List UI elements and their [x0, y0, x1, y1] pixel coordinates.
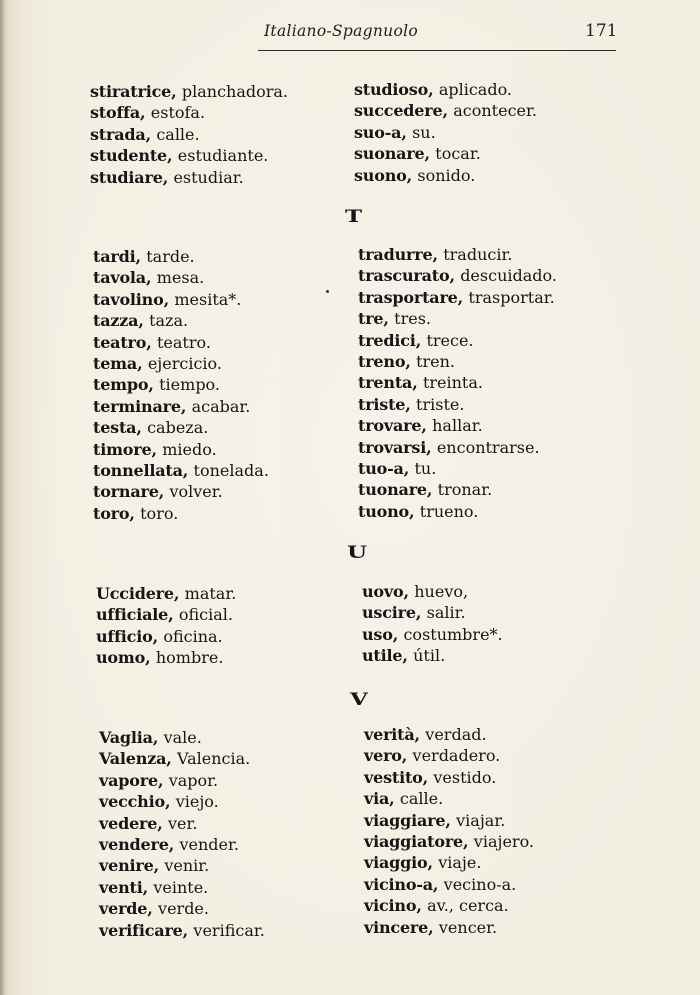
- entry-translation: Valencia.: [177, 749, 251, 769]
- dictionary-entry: [364, 724, 534, 745]
- dictionary-entry: [364, 917, 534, 938]
- entry-translation: trece.: [426, 330, 474, 350]
- entry-separator: ,: [167, 146, 178, 166]
- entry-headword: vendere: [99, 835, 169, 855]
- entry-headword: suono: [354, 165, 407, 185]
- entry-headword: toro: [93, 503, 130, 523]
- entry-translation: traducir.: [443, 245, 513, 264]
- entry-separator: ,: [428, 917, 439, 937]
- dictionary-entry: [358, 372, 557, 393]
- entry-separator: ,: [392, 624, 404, 644]
- dictionary-entry: [90, 124, 288, 145]
- entry-separator: ,: [152, 626, 164, 646]
- entry-separator: ,: [164, 792, 176, 812]
- entry-translation: oficina.: [163, 626, 223, 646]
- entry-translation: acontecer.: [453, 101, 537, 121]
- entry-separator: ,: [182, 461, 194, 481]
- entry-translation: sonido.: [417, 165, 476, 185]
- entry-headword: venti: [99, 877, 143, 897]
- entry-headword: tuonare: [358, 480, 427, 500]
- entry-separator: ,: [426, 480, 438, 500]
- entry-separator: ,: [140, 103, 151, 123]
- t-section-right-column: [358, 244, 557, 522]
- entry-separator: ,: [145, 124, 157, 144]
- entry-headword: studiare: [90, 167, 163, 187]
- entry-headword: suonare: [354, 144, 425, 164]
- section-letter-u: U: [347, 543, 368, 563]
- entry-translation: tren.: [416, 352, 455, 372]
- u-section-right-column: [362, 581, 503, 667]
- entry-separator: ,: [142, 877, 154, 897]
- entry-headword: viaggiare: [364, 810, 446, 830]
- entry-headword: vestito: [364, 767, 423, 787]
- dictionary-entry: [362, 645, 503, 666]
- dictionary-entry: [358, 308, 557, 329]
- entry-headword: testa: [93, 418, 137, 438]
- entry-headword: tema: [93, 354, 138, 374]
- entry-separator: ,: [416, 896, 428, 916]
- entry-translation: vencer.: [438, 917, 498, 937]
- entry-headword: Vaglia: [99, 728, 153, 747]
- entry-separator: ,: [409, 501, 420, 521]
- entry-separator: ,: [445, 810, 457, 830]
- entry-translation: huevo,: [414, 582, 469, 601]
- entry-translation: oficial.: [178, 605, 233, 625]
- entry-headword: tredici: [358, 330, 416, 350]
- entry-separator: ,: [148, 375, 160, 395]
- dictionary-entry: [354, 100, 537, 121]
- entry-headword: ufficiale: [96, 605, 169, 625]
- dictionary-entry: [93, 439, 269, 460]
- entry-translation: tres.: [394, 309, 431, 329]
- dictionary-entry: [99, 898, 265, 919]
- entry-translation: toro.: [140, 503, 179, 523]
- entry-translation: verdadero.: [412, 746, 501, 766]
- dictionary-entry: [93, 417, 269, 438]
- entry-separator: ,: [415, 330, 427, 350]
- entry-translation: mesa.: [156, 268, 205, 288]
- section-letter-t: T: [345, 207, 363, 227]
- entry-translation: acabar.: [191, 396, 251, 416]
- entry-separator: ,: [136, 418, 148, 438]
- entry-translation: aplicado.: [438, 80, 513, 99]
- entry-translation: treinta.: [422, 373, 483, 393]
- entry-separator: ,: [171, 82, 182, 101]
- entry-headword: uscire: [362, 603, 416, 623]
- entry-translation: costumbre*.: [403, 624, 503, 644]
- entry-separator: ,: [406, 165, 418, 185]
- dictionary-entry: [358, 351, 557, 372]
- entry-headword: stoffa: [90, 103, 141, 123]
- print-speck: [326, 290, 329, 293]
- entry-headword: tazza: [93, 311, 139, 331]
- entry-translation: estudiante.: [177, 146, 269, 166]
- entry-headword: studioso: [354, 80, 429, 99]
- entry-headword: treno: [358, 352, 406, 372]
- entry-headword: strada: [90, 124, 146, 144]
- entry-translation: tocar.: [435, 144, 481, 164]
- dictionary-entry: [93, 503, 269, 524]
- entry-headword: vecchio: [99, 792, 165, 812]
- dictionary-entry: [93, 289, 269, 310]
- dictionary-entry: [93, 374, 269, 395]
- dictionary-entry: [354, 79, 537, 100]
- entry-headword: vicino: [364, 896, 417, 916]
- entry-headword: vincere: [364, 917, 429, 937]
- entry-headword: uso: [362, 624, 393, 644]
- entry-separator: ,: [135, 247, 147, 266]
- dictionary-entry: [358, 244, 557, 265]
- entry-separator: ,: [432, 245, 444, 264]
- entry-headword: Valenza: [99, 749, 167, 769]
- dictionary-entry: [362, 624, 503, 645]
- entry-headword: Uccidere: [96, 584, 174, 603]
- entry-headword: tre: [358, 309, 384, 329]
- entry-headword: triste: [358, 394, 406, 414]
- entry-translation: av., cerca.: [427, 896, 509, 916]
- entry-headword: tempo: [93, 375, 149, 395]
- u-section-left-column: [96, 583, 236, 669]
- entry-headword: via: [364, 789, 390, 809]
- dictionary-entry: [93, 460, 269, 481]
- dictionary-entry: [93, 246, 269, 267]
- entry-translation: encontrarse.: [436, 437, 540, 457]
- entry-headword: trascurato: [358, 266, 450, 286]
- dictionary-entry: [93, 353, 269, 374]
- entry-translation: tiempo.: [159, 375, 220, 395]
- dictionary-entry: [354, 143, 537, 164]
- entry-translation: miedo.: [162, 439, 217, 459]
- entry-separator: ,: [402, 646, 414, 666]
- entry-separator: ,: [145, 268, 157, 288]
- dictionary-entry: [364, 788, 534, 809]
- entry-translation: venir.: [164, 856, 210, 876]
- entry-translation: viajar.: [456, 810, 506, 830]
- s-section-right-column: [354, 79, 537, 186]
- entry-headword: timore: [93, 439, 152, 459]
- entry-translation: trasportar.: [468, 287, 555, 307]
- entry-translation: verde.: [158, 899, 209, 919]
- entry-separator: ,: [415, 603, 427, 623]
- dictionary-entry: [358, 415, 557, 436]
- dictionary-entry: [364, 874, 534, 895]
- entry-translation: mesita*.: [174, 289, 242, 309]
- entry-separator: ,: [152, 728, 164, 747]
- entry-headword: vero: [364, 746, 402, 766]
- dictionary-entry: [99, 770, 265, 791]
- entry-headword: studente: [90, 146, 168, 166]
- entry-headword: tuono: [358, 501, 410, 521]
- entry-separator: ,: [129, 503, 141, 523]
- dictionary-entry: [96, 626, 236, 647]
- dictionary-entry: [358, 479, 557, 500]
- entry-headword: tornare: [93, 482, 159, 502]
- entry-separator: ,: [168, 835, 180, 855]
- entry-translation: calle.: [399, 789, 444, 809]
- entry-translation: matar.: [184, 584, 237, 603]
- dictionary-entry: [99, 855, 265, 876]
- entry-headword: vicino-a: [364, 874, 433, 894]
- entry-separator: ,: [138, 311, 150, 331]
- entry-separator: ,: [421, 416, 433, 436]
- entry-headword: uomo: [96, 648, 146, 668]
- dictionary-entry: [90, 102, 288, 123]
- entry-translation: vestido.: [433, 767, 497, 787]
- entry-headword: verità: [364, 725, 415, 744]
- entry-headword: viaggiatore: [364, 832, 464, 852]
- dictionary-entry: [364, 895, 534, 916]
- entry-separator: ,: [166, 749, 178, 769]
- entry-headword: teatro: [93, 332, 147, 352]
- running-title: Italiano-Spagnuolo: [264, 22, 418, 40]
- entry-translation: verdad.: [425, 725, 487, 744]
- entry-translation: tu.: [414, 459, 437, 479]
- entry-separator: ,: [401, 746, 413, 766]
- entry-headword: verde: [99, 899, 148, 919]
- entry-separator: ,: [157, 813, 169, 833]
- dictionary-entry: [96, 647, 236, 668]
- entry-headword: ufficio: [96, 626, 153, 646]
- entry-headword: uovo: [362, 582, 404, 601]
- dictionary-entry: [358, 330, 557, 351]
- entry-separator: ,: [405, 352, 417, 372]
- entry-translation: calle.: [156, 124, 200, 144]
- entry-headword: terminare: [93, 396, 181, 416]
- entry-translation: teatro.: [156, 332, 211, 352]
- entry-separator: ,: [383, 309, 395, 329]
- entry-separator: ,: [442, 101, 454, 121]
- dictionary-entry: [358, 437, 557, 458]
- section-letter-v: V: [350, 690, 368, 710]
- dictionary-entry: [93, 310, 269, 331]
- page-number: 171: [585, 21, 618, 41]
- entry-translation: su.: [412, 122, 436, 142]
- v-section-right-column: [364, 724, 534, 938]
- entry-separator: ,: [146, 332, 157, 352]
- entry-separator: ,: [180, 396, 192, 416]
- entry-separator: ,: [449, 266, 461, 286]
- entry-translation: ver.: [168, 813, 198, 833]
- dictionary-entry: [364, 745, 534, 766]
- dictionary-entry: [93, 332, 269, 353]
- dictionary-entry: [99, 920, 265, 941]
- entry-separator: ,: [403, 459, 415, 479]
- entry-translation: estudiar.: [173, 167, 244, 187]
- entry-separator: ,: [173, 584, 185, 603]
- entry-separator: ,: [424, 144, 436, 164]
- dictionary-entry: [90, 81, 288, 102]
- entry-separator: ,: [158, 482, 170, 502]
- dictionary-entry: [96, 583, 236, 604]
- entry-headword: vedere: [99, 813, 158, 833]
- entry-headword: tuo-a: [358, 459, 404, 479]
- dictionary-entry: [93, 267, 269, 288]
- entry-separator: ,: [153, 856, 165, 876]
- entry-translation: tronar.: [437, 480, 493, 500]
- entry-separator: ,: [457, 287, 469, 307]
- entry-headword: tavola: [93, 268, 146, 288]
- entry-translation: tonelada.: [193, 461, 269, 481]
- entry-translation: volver.: [169, 482, 223, 502]
- entry-translation: vecino-a.: [443, 874, 517, 894]
- entry-separator: ,: [157, 770, 169, 790]
- entry-translation: útil.: [413, 646, 446, 666]
- dictionary-entry: [93, 396, 269, 417]
- entry-separator: ,: [151, 439, 163, 459]
- entry-separator: ,: [403, 582, 415, 601]
- entry-separator: ,: [414, 725, 426, 744]
- dictionary-entry: [93, 481, 269, 502]
- entry-translation: trueno.: [419, 501, 479, 521]
- entry-separator: ,: [422, 767, 434, 787]
- entry-translation: vale.: [163, 728, 202, 747]
- dictionary-entry: [364, 831, 534, 852]
- entry-translation: triste.: [416, 394, 465, 414]
- dictionary-entry: [362, 602, 503, 623]
- entry-separator: ,: [389, 789, 400, 809]
- entry-translation: descuidado.: [460, 266, 557, 286]
- entry-separator: ,: [182, 920, 194, 940]
- entry-translation: viaje.: [438, 853, 482, 873]
- entry-headword: tardi: [93, 247, 136, 266]
- entry-translation: salir.: [426, 603, 466, 623]
- entry-translation: viajero.: [473, 832, 535, 852]
- entry-translation: cabeza.: [147, 418, 209, 438]
- entry-translation: ejercicio.: [147, 354, 222, 374]
- dictionary-entry: [99, 813, 265, 834]
- entry-translation: veinte.: [153, 877, 209, 897]
- entry-separator: ,: [401, 122, 413, 142]
- entry-translation: verificar.: [193, 920, 265, 940]
- dictionary-entry: [99, 834, 265, 855]
- entry-headword: tavolino: [93, 289, 164, 309]
- dictionary-entry: [358, 265, 557, 286]
- v-section-left-column: [99, 727, 265, 941]
- entry-translation: vapor.: [168, 770, 219, 790]
- entry-separator: ,: [137, 354, 148, 374]
- entry-headword: verificare: [99, 920, 183, 940]
- entry-headword: vapore: [99, 770, 158, 790]
- entry-translation: tarde.: [146, 247, 195, 266]
- entry-headword: suo-a: [354, 122, 402, 142]
- entry-separator: ,: [162, 167, 174, 187]
- s-section-left-column: [90, 81, 288, 188]
- dictionary-entry: [99, 748, 265, 769]
- entry-translation: hallar.: [432, 416, 483, 436]
- entry-headword: viaggio: [364, 853, 428, 873]
- dictionary-entry: [358, 458, 557, 479]
- dictionary-entry: [90, 167, 288, 188]
- entry-headword: trasportare: [358, 287, 458, 307]
- dictionary-entry: [358, 501, 557, 522]
- dictionary-entry: [90, 145, 288, 166]
- entry-separator: ,: [428, 80, 439, 99]
- entry-headword: tradurre: [358, 245, 433, 264]
- entry-translation: estofa.: [150, 103, 206, 123]
- entry-headword: trovare: [358, 416, 422, 436]
- dictionary-entry: [99, 791, 265, 812]
- entry-translation: planchadora.: [181, 82, 289, 101]
- entry-separator: ,: [412, 373, 423, 393]
- entry-headword: venire: [99, 856, 154, 876]
- dictionary-entry: [354, 122, 537, 143]
- entry-headword: stiratrice: [90, 82, 172, 101]
- dictionary-entry: [358, 287, 557, 308]
- header-rule: [258, 50, 616, 51]
- entry-separator: ,: [405, 394, 417, 414]
- dictionary-entry: [362, 581, 503, 602]
- entry-separator: ,: [432, 874, 444, 894]
- entry-separator: ,: [463, 832, 474, 852]
- entry-headword: trovarsi: [358, 437, 427, 457]
- entry-headword: trenta: [358, 373, 413, 393]
- entry-translation: viejo.: [175, 792, 219, 812]
- entry-translation: vender.: [179, 835, 239, 855]
- t-section-left-column: [93, 246, 269, 524]
- dictionary-entry: [358, 394, 557, 415]
- entry-separator: ,: [147, 899, 159, 919]
- entry-headword: succedere: [354, 101, 443, 121]
- entry-headword: tonnellata: [93, 461, 183, 481]
- entry-separator: ,: [145, 648, 156, 668]
- entry-separator: ,: [427, 853, 439, 873]
- entry-translation: taza.: [149, 311, 189, 331]
- dictionary-entry: [96, 604, 236, 625]
- dictionary-entry: [364, 852, 534, 873]
- entry-translation: hombre.: [155, 648, 224, 668]
- entry-separator: ,: [168, 605, 179, 625]
- dictionary-entry: [99, 727, 265, 748]
- entry-headword: utile: [362, 646, 403, 666]
- dictionary-entry: [364, 767, 534, 788]
- dictionary-entry: [354, 165, 537, 186]
- dictionary-entry: [364, 810, 534, 831]
- dictionary-entry: [99, 877, 265, 898]
- entry-separator: ,: [426, 437, 437, 457]
- entry-separator: ,: [163, 289, 175, 309]
